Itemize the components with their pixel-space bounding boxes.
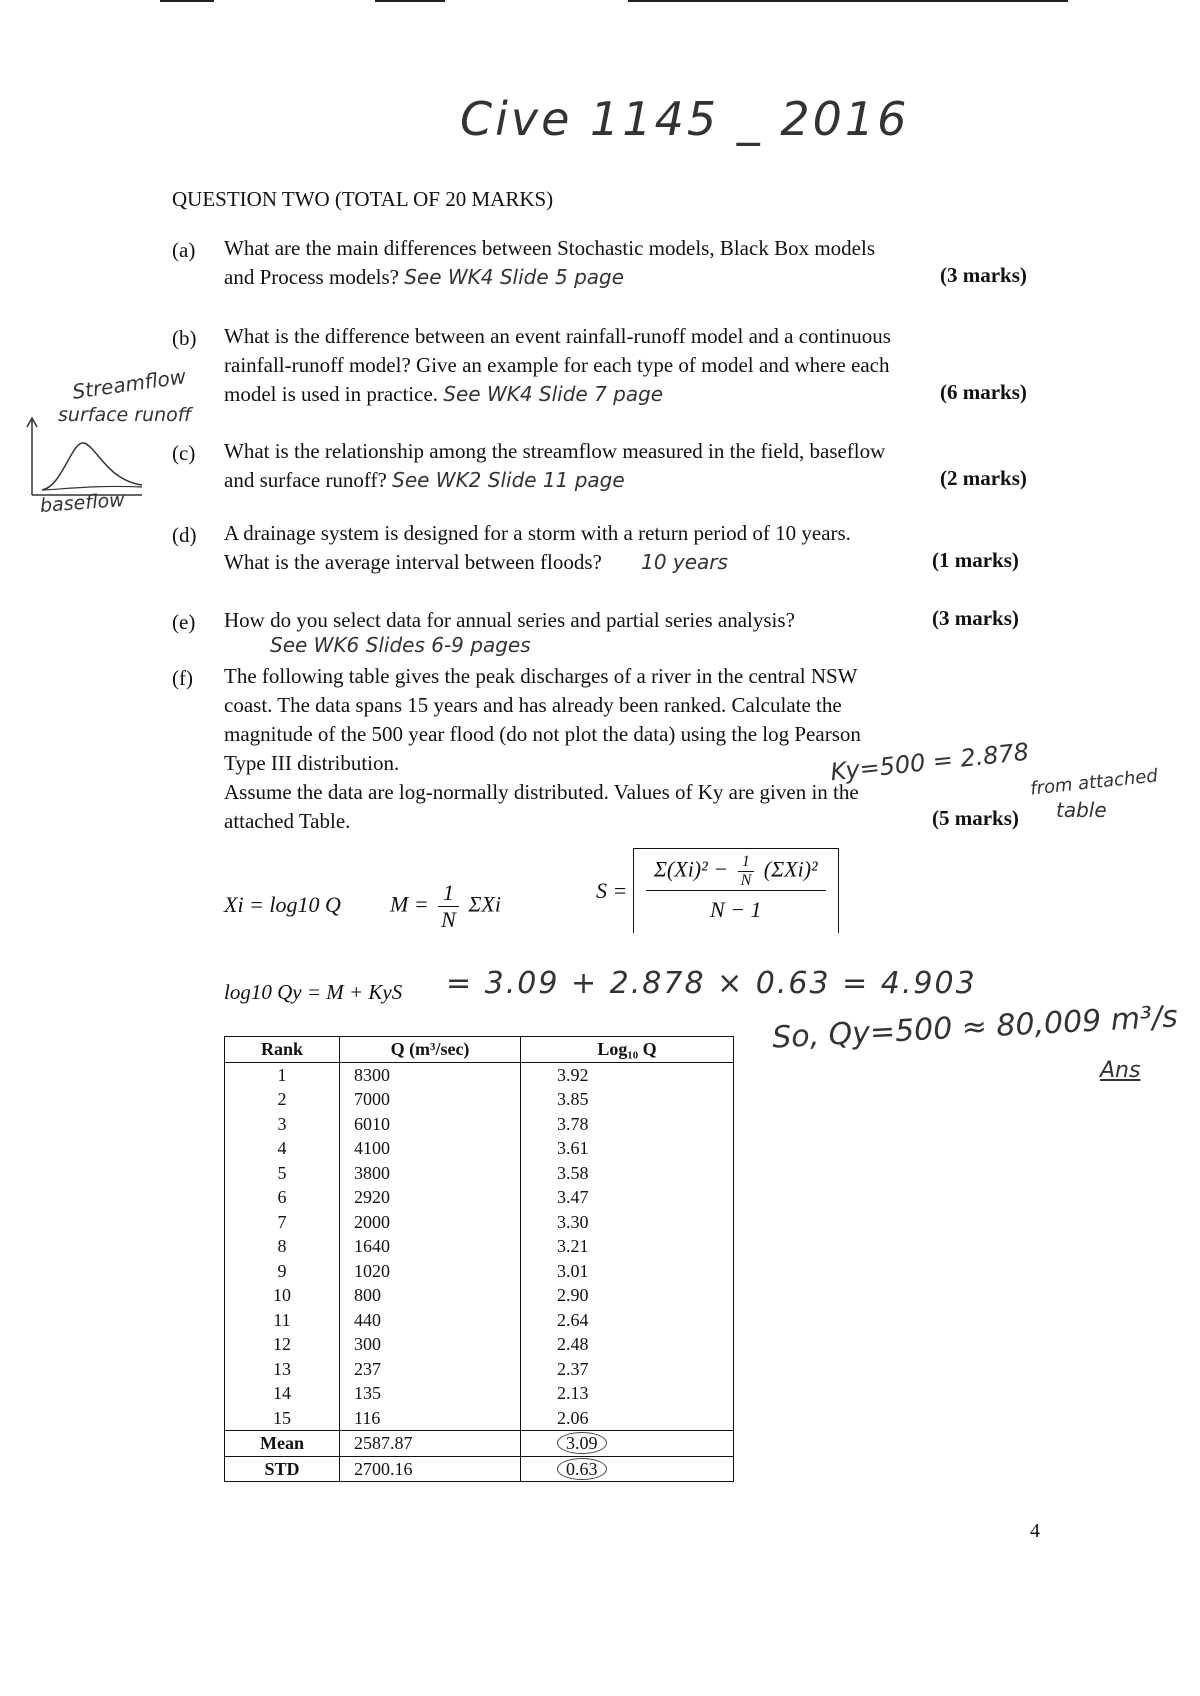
question-b-text	[224, 322, 891, 409]
question-d-line1: A drainage system is designed for a storm with a return period of 10 years.	[224, 521, 851, 545]
table-row: 2 7000 3.85	[225, 1087, 734, 1112]
table-row: 11 440 2.64	[225, 1308, 734, 1333]
table-row: 5 3800 3.58	[225, 1161, 734, 1186]
handwritten-ans: Ans	[1100, 1058, 1141, 1083]
table-header-row	[225, 1037, 734, 1063]
question-f-line6: attached Table.	[224, 809, 351, 833]
handwritten-result: So, Qy=500 ≈ 80,009 m³/s	[771, 999, 1179, 1056]
scan-artifact	[375, 0, 445, 2]
formula-std: S = Σ(Xi)² − $\frac{1}{N}$ (ΣXi)² N − 1	[596, 848, 839, 933]
question-b-letter: (b)	[172, 326, 197, 350]
question-f-line2: coast. The data spans 15 years and has already been ranked. Calculate the	[224, 693, 842, 717]
question-d-line2: What is the average interval between floods? 10 years	[224, 550, 728, 574]
question-e-text	[224, 606, 795, 655]
question-b-marks: (6 marks)	[940, 380, 1027, 404]
table-row: 12 300 2.48	[225, 1332, 734, 1357]
question-a-line2: and Process models? See WK4 Slide 5 page	[224, 265, 625, 289]
question-a-line1: What are the main differences between Stochastic models, Black Box models	[224, 236, 875, 260]
question-b-line2: rainfall-runoff model? Give an example for each type of model and where each	[224, 353, 890, 377]
margin-note-ky-value: Ky=500 = 2.878	[829, 737, 1031, 787]
handwritten-title: Cive 1145 _ 2016	[460, 92, 910, 146]
question-d-marks: (1 marks)	[932, 548, 1019, 572]
question-f-line3: magnitude of the 500 year flood (do not plot the data) using the log Pearson	[224, 722, 861, 746]
circled-mean-log: 3.09	[557, 1432, 607, 1454]
question-c-marks: (2 marks)	[940, 466, 1027, 490]
question-d-note: 10 years	[641, 550, 728, 574]
table-row: 8 1640 3.21	[225, 1234, 734, 1259]
question-d-text	[224, 519, 851, 577]
question-e-note: See WK6 Slides 6-9 pages	[270, 633, 531, 657]
header-logq: Log₁₀ Q	[521, 1037, 734, 1063]
discharge-table	[224, 1036, 734, 1482]
formula-mean-fraction: $\frac{1}{N}$	[438, 880, 459, 933]
page-number: 4	[1030, 1520, 1040, 1542]
formula-std-root: Σ(Xi)² − $\frac{1}{N}$ (ΣXi)² N − 1	[633, 848, 839, 933]
question-c-note: See WK2 Slide 11 page	[392, 468, 625, 492]
section-heading: QUESTION TWO (TOTAL OF 20 MARKS)	[172, 187, 554, 211]
question-b-note: See WK4 Slide 7 page	[443, 382, 664, 406]
scan-artifact	[628, 0, 1068, 2]
question-a-letter: (a)	[172, 238, 196, 262]
margin-note-streamflow: Streamflow	[70, 364, 188, 404]
margin-note-surface-runoff: surface runoff	[58, 404, 192, 426]
table-row: 6 2920 3.47	[225, 1185, 734, 1210]
question-f-line5: Assume the data are log-normally distributed. Values of Ky are given in the	[224, 780, 859, 804]
question-c-text	[224, 437, 885, 495]
question-b-line3: model is used in practice. See WK4 Slide 7 page	[224, 382, 664, 406]
question-c-line2: and surface runoff? See WK2 Slide 11 page	[224, 468, 625, 492]
margin-note-baseflow: baseflow	[39, 489, 126, 517]
question-e-letter: (e)	[172, 610, 196, 634]
question-c-line1: What is the relationship among the streamflow measured in the field, baseflow	[224, 439, 886, 463]
question-e-marks: (3 marks)	[932, 606, 1019, 630]
formula-mean: M = $\frac{1}{N}$ ΣXi	[390, 880, 501, 932]
table-row: 13 237 2.37	[225, 1357, 734, 1382]
circled-std-log: 0.63	[557, 1458, 607, 1480]
table-row: 15 116 2.06	[225, 1406, 734, 1431]
question-b-line1: What is the difference between an event rainfall-runoff model and a continuous	[224, 324, 891, 348]
question-e-line1: How do you select data for annual series and partial series analysis?	[224, 608, 795, 632]
question-d-letter: (d)	[172, 523, 197, 547]
handwritten-calculation: = 3.09 + 2.878 × 0.63 = 4.903	[446, 966, 977, 1001]
table-row: 7 2000 3.30	[225, 1210, 734, 1235]
header-q: Q (m³/sec)	[340, 1037, 521, 1063]
question-f-line4: Type III distribution.	[224, 751, 400, 775]
scan-artifact	[160, 0, 214, 2]
formula-xi: Xi = log10 Q	[224, 892, 341, 917]
table-row: 3 6010 3.78	[225, 1112, 734, 1137]
table-row: 9 1020 3.01	[225, 1259, 734, 1284]
table-row: 4 4100 3.61	[225, 1136, 734, 1161]
table-row-std: STD 2700.16 0.63	[225, 1456, 734, 1482]
question-f-text	[224, 662, 861, 836]
table-row: 1 8300 3.92	[225, 1062, 734, 1087]
question-c-letter: (c)	[172, 441, 196, 465]
question-a-text	[224, 234, 875, 292]
question-a-marks: (3 marks)	[940, 263, 1027, 287]
question-f-letter: (f)	[172, 666, 193, 690]
margin-note-table: table	[1056, 798, 1107, 822]
question-f-marks: (5 marks)	[932, 806, 1019, 830]
question-a-note: See WK4 Slide 5 page	[404, 265, 625, 289]
question-f-line1: The following table gives the peak discharges of a river in the central NSW	[224, 664, 858, 688]
formula-logq: log10 Qy = M + KyS	[224, 980, 403, 1004]
table-row-mean: Mean 2587.87 3.09	[225, 1431, 734, 1457]
table-row: 10 800 2.90	[225, 1283, 734, 1308]
header-rank: Rank	[225, 1037, 340, 1063]
table-row: 14 135 2.13	[225, 1381, 734, 1406]
margin-note-from-attached: from attached	[1029, 765, 1159, 800]
